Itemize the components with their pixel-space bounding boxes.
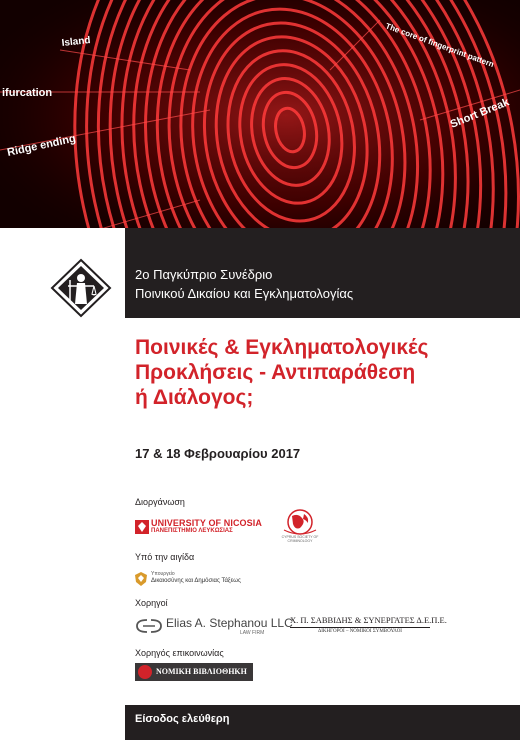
ministry-line1: Υπουργείο bbox=[151, 571, 175, 577]
footer-bar bbox=[125, 705, 520, 740]
conference-dates: 17 & 18 Φεβρουαρίου 2017 bbox=[135, 446, 301, 461]
title-line-3: ή Διάλογος; bbox=[135, 386, 254, 409]
unic-name-el: ΠΑΝΕΠΙΣΤΗΜΙΟ ΛΕΥΚΩΣΙΑΣ bbox=[151, 528, 233, 534]
hero-label-ridge-ending: Ridge ending bbox=[6, 132, 77, 159]
fingerprint-graphic bbox=[0, 0, 520, 256]
unic-name-en: UNIVERSITY OF NICOSIA bbox=[151, 518, 262, 528]
savvides-name: Χ. Π. ΣΑΒΒΙΔΗΣ & ΣΥΝΕΡΓΑΤΕΣ Δ.Ε.Π.Ε. bbox=[290, 615, 430, 628]
organization-label: Διοργάνωση bbox=[135, 497, 185, 507]
conference-subtitle-line2: Ποινικού Δικαίου και Εγκληματολογίας bbox=[135, 286, 354, 301]
communication-label: Χορηγός επικοινωνίας bbox=[135, 648, 224, 658]
nomiki-vivliothiki-logo bbox=[135, 663, 253, 681]
nomiki-name: ΝΟΜΙΚΗ ΒΙΒΛΙΟΘΗΚΗ bbox=[156, 667, 247, 676]
hero-label-bifurcation: ifurcation bbox=[2, 87, 53, 99]
title-line-2: Προκλήσεις - Αντιπαράθεση bbox=[135, 361, 416, 384]
auspices-label: Υπό την αιγίδα bbox=[135, 552, 195, 562]
unic-shield-icon bbox=[135, 520, 149, 534]
nomiki-emblem-icon bbox=[138, 665, 152, 679]
hero-label-short-break: Short Break bbox=[448, 96, 511, 131]
ministry-line2: Δικαιοσύνης και Δημόσιας Τάξεως bbox=[151, 578, 241, 584]
globe-icon bbox=[278, 508, 322, 536]
conference-title bbox=[135, 335, 505, 410]
sponsors-label: Χορηγοί bbox=[135, 598, 168, 608]
conference-band bbox=[125, 228, 520, 318]
justice-logo bbox=[50, 258, 112, 318]
cyprus-emblem-icon bbox=[135, 572, 147, 586]
savvides-subtitle: ΔΙΚΗΓΟΡΟΙ – ΝΟΜΙΚΟΙ ΣΥΜΒΟΥΛΟΙ bbox=[318, 629, 402, 634]
elias-monogram-icon bbox=[135, 617, 163, 635]
conference-subtitle-line1: 2ο Παγκύπριο Συνέδριο bbox=[135, 267, 273, 282]
hero-label-island: Island bbox=[61, 35, 92, 49]
savvides-logo bbox=[290, 615, 447, 639]
ministry-logo bbox=[135, 570, 270, 588]
elias-stephanou-logo bbox=[135, 614, 293, 638]
elias-name: Elias A. Stephanou LLC bbox=[166, 616, 293, 630]
hero-label-core: The core of fingerprint pattern bbox=[384, 21, 496, 70]
title-line-1: Ποινικές & Εγκληματολογικές bbox=[135, 336, 429, 359]
elias-subtitle: LAW FIRM bbox=[240, 630, 265, 636]
bottom-left-blank bbox=[0, 705, 125, 740]
free-entry-text: Είσοδος ελεύθερη bbox=[135, 713, 230, 725]
globe-caption: CYPRUS SOCIETY OF CRIMINOLOGY bbox=[281, 535, 319, 543]
criminology-society-logo bbox=[278, 508, 322, 544]
lady-justice-icon bbox=[50, 258, 112, 318]
university-of-nicosia-logo bbox=[135, 516, 262, 538]
hero-fingerprint-image bbox=[0, 0, 520, 256]
